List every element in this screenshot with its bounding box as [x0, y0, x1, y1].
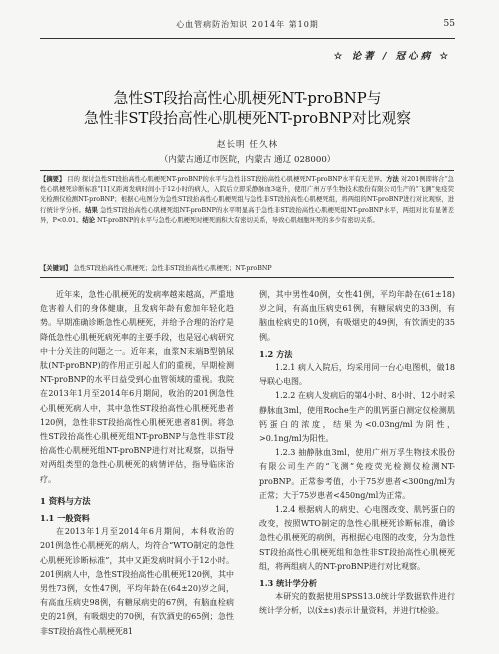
- running-title: 心血管病防治知识 2014年 第10期: [176, 19, 319, 29]
- keywords: [40, 264, 454, 274]
- star-icon: ☆: [333, 51, 346, 62]
- subsection-heading: 1.1 一般资料: [40, 513, 90, 524]
- body-paragraph: 在2013年1月至2014年6月期间，本科收治的201例急性心肌梗死的病人，均符合“WTO制定的急性心肌梗死诊断标准”，其中又距发病时间小于12小时。201例病人中，急性ST段抬高性心肌梗死120例，其中男性73例，女性47例，平均年龄在(64±20)岁之间，有高血压病史98例，有糖尿病史的67例，有脑血栓病史的21例，有吸烟史的70例，有饮酒史的65例；急性非ST段抬高性心肌梗死81: [40, 527, 234, 636]
- affiliation: （内蒙古通辽市医院，内蒙古 通辽 028000）: [159, 155, 336, 165]
- abstract: [40, 170, 454, 278]
- body-paragraph: 1.2.2 在病人发病后的第4小时、8小时、12小时采静脉血3ml，使用Roche生产的肌钙蛋白测定仪检测肌钙蛋白的浓度，结果为<0.03ng/ml为阴性，>0.1ng/ml为阳性。: [259, 391, 455, 444]
- keywords-text: 急性ST段抬高性心肌梗死；急性非ST段抬高性心肌梗死；NT-proBNP: [71, 264, 272, 272]
- subsection-heading: 1.3 统计学分析: [259, 578, 318, 589]
- abstract-conclusion: NT-proBNP的水平与急性心肌梗死时梗死面积大有密切关系，导致心肌细胞坏死的多少有密切关系。: [95, 216, 379, 224]
- results-label: 结果: [85, 206, 98, 214]
- authors: 赵长明 任久林: [216, 140, 279, 150]
- section-heading: 1 资料与方法: [40, 495, 91, 506]
- methods-label: 方法: [386, 176, 399, 183]
- abstract-label: 【摘要】: [40, 176, 66, 183]
- star-icon: ☆: [439, 51, 451, 62]
- abstract-objective: 目的 探讨急性ST段抬高性心肌梗死NT-proBNP的水平与急性非ST段抬高性心肌梗死NT-proBNP水平有无差异。: [65, 176, 387, 183]
- intro-paragraph: 近年来，急性心肌梗死的发病率越来越高，严重地危害着人们的身体健康，且发病年龄有愈加年轻化趋势。早期准确诊断急性心肌梗死，并给予合理的治疗是降低急性心肌梗死病死率的主要手段，也是冠心病研究中十分关注的问题之一。近年来，血浆N末端B型钠尿肽(NT-proBNP)的作用正引起人们的重视，早期检测NT-proBNP的水平日益受到心血管领域的重视。我院在2013年1月至2014年6月期间，收治的201例急性心肌梗死病人中，其中急性ST段抬高性心肌梗死患者120例，急性非ST段抬高性心肌梗死患者81例。将急性ST段抬高性心肌梗死组NT-proBNP与急性非ST段抬高性心肌梗死组NT-proBNP进行对比观察，以指导对两组类型的急性心肌梗死的病情评估，指导临床治疗。: [40, 290, 234, 484]
- left-column: [40, 288, 234, 639]
- abstract-results: 急性ST段抬高性心肌梗死组NT-proBNP的水平明显高于急性非ST段抬高性心肌梗死组NT-proBNP水平，两组对比有显著差异，P<0.01。: [40, 206, 455, 224]
- keywords-label: 【关键词】: [40, 264, 72, 272]
- body-paragraph: 例，其中男性40例，女性41例，平均年龄在(61±18)岁之间，有高血压病史61例，有糖尿病史的33例，有脑血栓病史的10例，有吸烟史的49例，有饮酒史的35例。: [259, 290, 455, 342]
- body-paragraph: 1.2.4 根据病人的病史、心电图改变、肌钙蛋白的改变，按照WTO制定的急性心肌梗死诊断标准，确诊急性心肌梗死的病例，再根据心电图的改变，分为急性ST段抬高性心肌梗死组和急性非ST段抬高性心肌梗死组，将两组病人的NT-proBNP进行对比观察。: [259, 505, 455, 571]
- section-label: 论著 / 冠心病: [351, 51, 434, 62]
- subsection-heading: 1.2 方法: [259, 348, 293, 359]
- page-number: 55: [443, 19, 455, 29]
- article-title: [40, 89, 455, 129]
- abstract-body: [40, 175, 454, 226]
- section-tag: [334, 48, 451, 62]
- conclusion-label: 结论: [82, 216, 96, 224]
- title-line-2: 急性非ST段抬高性心肌梗死NT-proBNP对比观察: [83, 110, 412, 127]
- header-rule: [40, 38, 455, 39]
- abstract-methods: 对201例即将合“急性心肌梗死诊断标准”[1]又距离发病时间小于12小时的病人，入院后立即采静脉血3毫升，使用广州万孚生物技术股份有限公司生产的“飞测”免疫荧光检测仪检测NT-proBNP；根据心电图分为急性ST段抬高性心肌梗死组与急性非ST段抬高性心肌梗死组，将两组的NT-proBNP进行对比观察，进行统计学分析。: [40, 176, 455, 214]
- title-line-1: 急性ST段抬高性心肌梗死NT-proBNP与: [113, 90, 382, 107]
- body-paragraph: 1.2.3 抽静脉血3ml，使用广州万孚生物技术股份有限公司生产的“飞测”免疫荧光检测仪检测NT-proBNP。正常参考值，小于75岁患者<300ng/ml为正常；大于75岁患者<450ng/ml为正常。: [259, 448, 455, 500]
- body-paragraph: 1.2.1 病人入院后，均采用同一台心电图机，做18导联心电图。: [259, 363, 455, 387]
- right-column: [259, 288, 455, 619]
- body-paragraph: 本研究的数据使用SPSS13.0统计学数据软件进行统计学分析，以(x̄±s)表示计量资料，并进行t检验。: [259, 592, 455, 616]
